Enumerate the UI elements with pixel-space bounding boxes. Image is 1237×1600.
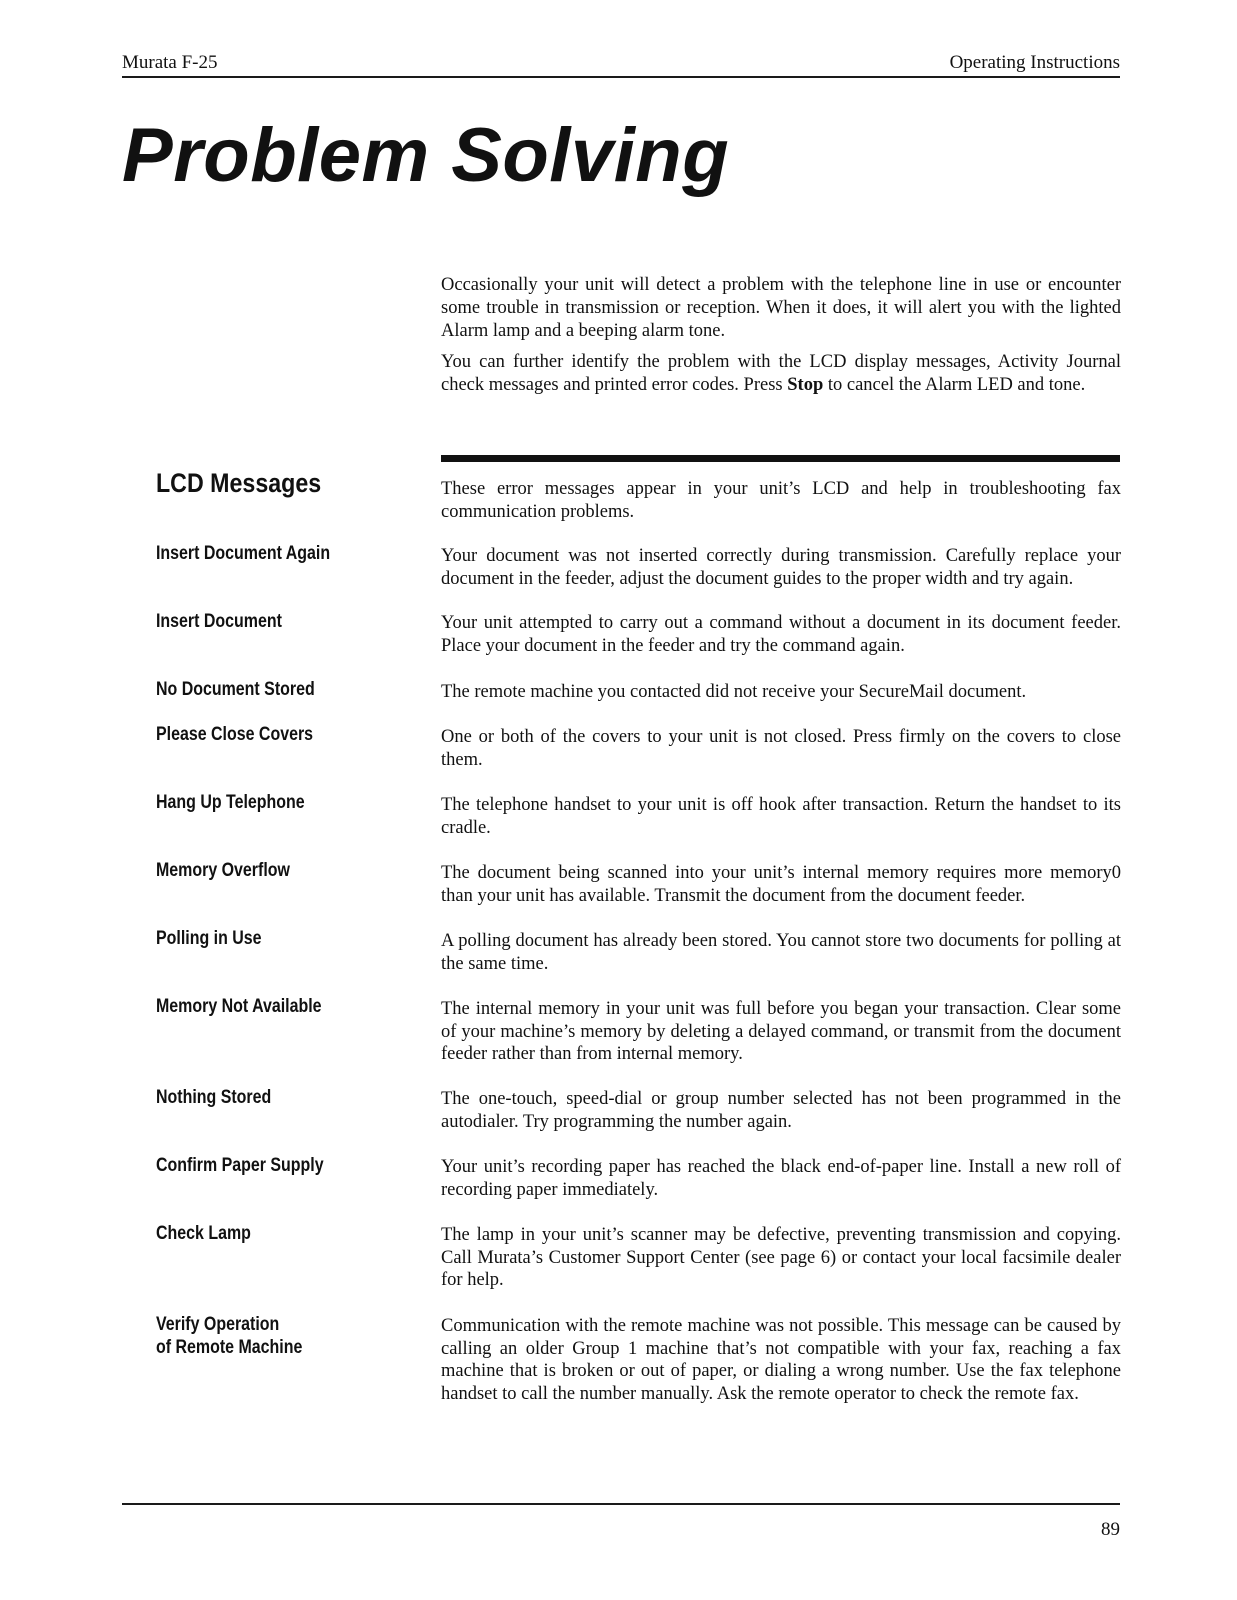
page-number: 89 xyxy=(1101,1519,1120,1540)
message-description: A polling document has already been stored. You cannot store two documents for polling at the same time. xyxy=(441,931,1121,974)
message-description: Your document was not inserted correctly during transmission. Carefully replace your document in the feeder, adjust the document guides to the proper width and try again. xyxy=(441,546,1121,589)
message-label: Please Close Covers xyxy=(156,724,314,745)
message-description: The document being scanned into your unit’s internal memory requires more memory0 than your unit has available. Transmit the document from the document feeder. xyxy=(441,863,1121,906)
message-description: The remote machine you contacted did not receive your SecureMail document. xyxy=(441,682,1027,702)
message-label: No Document Stored xyxy=(156,679,315,700)
message-label: Verify Operation of Remote Machine xyxy=(156,1314,303,1358)
intro-paragraph-1: Occasionally your unit will detect a problem with the telephone line in use or encounter some trouble in transmission or reception. When it does, it will alert you with the lighted Alarm lamp and a beeping alarm tone. xyxy=(441,275,1121,341)
message-label: Insert Document xyxy=(156,611,282,632)
message-description: The internal memory in your unit was full before you began your transaction. Clear some of your machine’s memory by deleting a delayed command, or transmit from the document feeder rather than from internal memory. xyxy=(441,999,1121,1064)
intro-text xyxy=(441,274,1121,405)
message-label: Polling in Use xyxy=(156,928,262,949)
message-description: Your unit’s recording paper has reached the black end-of-paper line. Install a new roll of recording paper immediately. xyxy=(441,1157,1121,1200)
message-label: Memory Not Available xyxy=(156,996,322,1017)
page-title: Problem Solving xyxy=(122,113,730,198)
lcd-messages-heading: LCD Messages xyxy=(156,468,322,498)
message-description: The one-touch, speed-dial or group number selected has not been programmed in the autodialer. Try programming the number again. xyxy=(441,1089,1121,1132)
message-description: Your unit attempted to carry out a command without a document in its document feeder. Place your document in the feeder and try the command again. xyxy=(441,613,1121,656)
message-description: Communication with the remote machine was not possible. This message can be caused by calling an older Group 1 machine that’s not compatible with your fax, reaching a fax machine that is broken or out of paper, or dialing a wrong number. Use the fax telephone handset to call the number manually. Ask the remote operator to check the remote fax. xyxy=(441,1316,1121,1404)
message-label: Insert Document Again xyxy=(156,543,331,564)
section-divider xyxy=(441,455,1120,462)
lcd-messages-intro: These error messages appear in your unit’s LCD and help in troubleshooting fax communication problems. xyxy=(441,479,1121,522)
page-footer xyxy=(122,1503,1120,1540)
stop-key-name: Stop xyxy=(787,375,824,395)
intro-p2-text: You can further identify the problem with the LCD display messages, Activity Journal check messages and printed error codes. Press xyxy=(441,352,1121,395)
page-header xyxy=(122,50,1120,78)
message-description: One or both of the covers to your unit is not closed. Press firmly on the covers to close them. xyxy=(441,727,1121,770)
header-section-name: Operating Instructions xyxy=(949,52,1120,73)
header-product-name: Murata F-25 xyxy=(122,52,218,73)
message-label: Hang Up Telephone xyxy=(156,792,305,813)
message-label: Check Lamp xyxy=(156,1223,251,1244)
intro-paragraph-2 xyxy=(441,351,1121,397)
message-description: The telephone handset to your unit is off hook after transaction. Return the handset to its cradle. xyxy=(441,795,1121,838)
message-label: Nothing Stored xyxy=(156,1087,272,1108)
message-description: The lamp in your unit’s scanner may be defective, preventing transmission and copying. Call Murata’s Customer Support Center (see page 6) or contact your local facsimile dealer for help. xyxy=(441,1225,1121,1290)
message-label: Memory Overflow xyxy=(156,860,290,881)
intro-p2-text-end: to cancel the Alarm LED and tone. xyxy=(823,375,1086,395)
message-label: Confirm Paper Supply xyxy=(156,1155,324,1176)
